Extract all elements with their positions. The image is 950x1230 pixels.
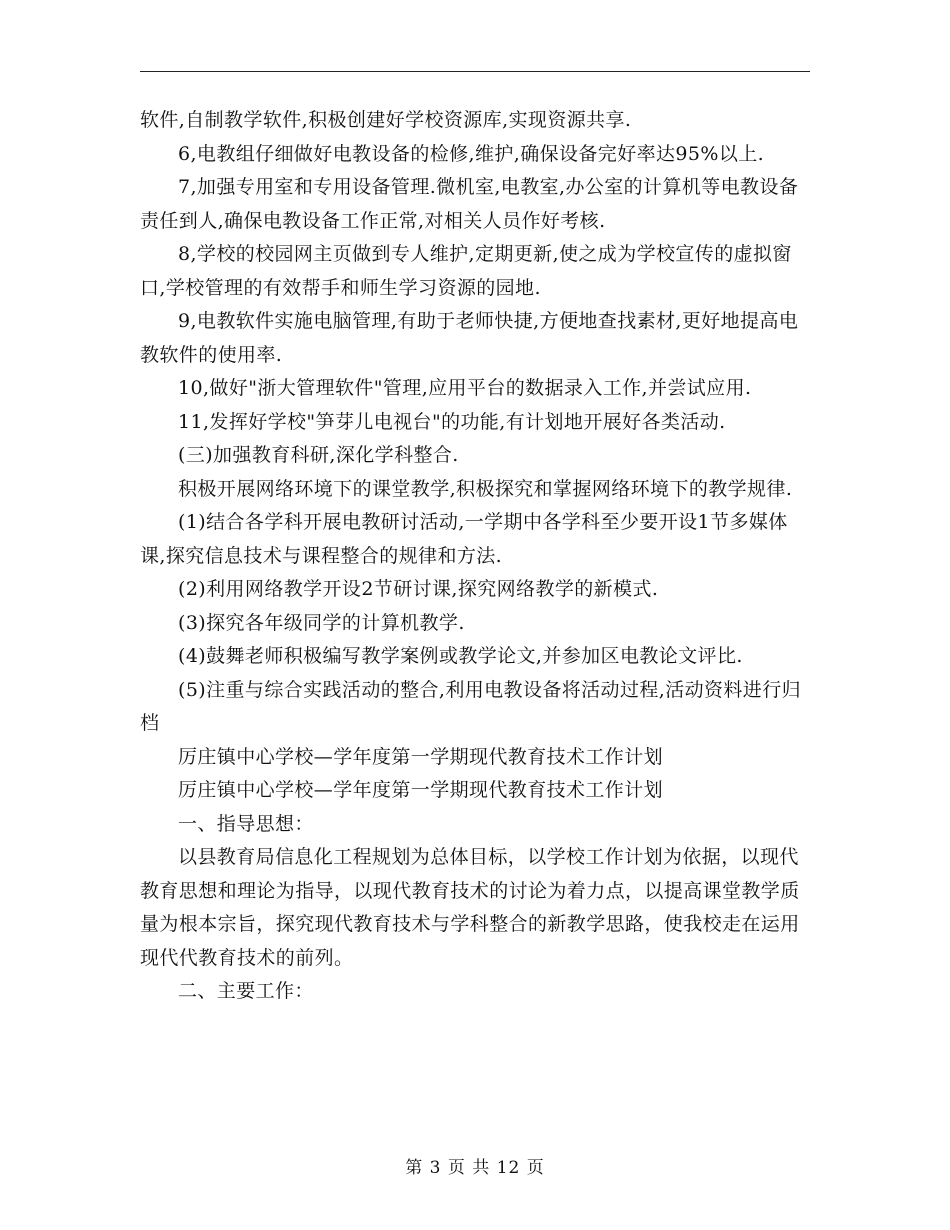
page-number: 第 3 页 共 12 页: [405, 1158, 545, 1178]
paragraph: 以县教育局信息化工程规划为总体目标，以学校工作计划为依据，以现代教育思想和理论为指导，以现代教育技术的讨论为着力点，以提高课堂教学质量为根本宗旨，探究现代教育技术与学科整合的新教学思路，使我校走在运用现代代教育技术的前列。: [140, 846, 800, 969]
paragraph: 8,学校的校园网主页做到专人维护,定期更新,使之成为学校宣传的虚拟窗口,学校管理的有效帮手和师生学习资源的园地.: [140, 243, 792, 299]
document-body: [140, 104, 810, 1009]
paragraph: 11,发挥好学校"笋芽儿电视台"的功能,有计划地开展好各类活动.: [178, 410, 726, 433]
paragraph: 软件,自制教学软件,积极创建好学校资源库,实现资源共享.: [140, 109, 632, 131]
section-heading: 一、指导思想：: [178, 812, 314, 835]
paragraph: (3)探究各年级同学的计算机教学.: [178, 611, 465, 634]
document-title: 厉庄镇中心学校—学年度第一学期现代教育技术工作计划: [178, 745, 664, 768]
paragraph: 积极开展网络环境下的课堂教学,积极探究和掌握网络环境下的教学规律.: [178, 477, 793, 500]
section-heading: (三)加强教育科研,深化学科整合.: [178, 444, 459, 466]
paragraph: 9,电教软件实施电脑管理,有助于老师快捷,方便地查找素材,更好地提高电教软件的使用率.: [140, 310, 799, 366]
page-footer: [0, 1153, 950, 1178]
paragraph: 6,电教组仔细做好电教设备的检修,维护,确保设备完好率达95%以上.: [178, 142, 765, 165]
paragraph: (1)结合各学科开展电教研讨活动,一学期中各学科至少要开设1节多媒体课,探究信息技术与课程整合的规律和方法.: [140, 511, 788, 567]
paragraph: 7,加强专用室和专用设备管理.微机室,电教室,办公室的计算机等电教设备责任到人,确保电教设备工作正常,对相关人员作好考核.: [140, 176, 799, 232]
header-rule: [140, 71, 810, 72]
section-heading: 二、主要工作：: [178, 980, 314, 1002]
paragraph: (4)鼓舞老师积极编写教学案例或教学论文,并参加区电教论文评比.: [178, 645, 743, 667]
paragraph: (2)利用网络教学开设2节研讨课,探究网络教学的新模式.: [178, 578, 659, 600]
paragraph: 10,做好"浙大管理软件"管理,应用平台的数据录入工作,并尝试应用.: [178, 377, 752, 399]
document-title: 厉庄镇中心学校—学年度第一学期现代教育技术工作计划: [178, 779, 664, 801]
paragraph: (5)注重与综合实践活动的整合,利用电教设备将活动过程,活动资料进行归档: [140, 678, 801, 734]
